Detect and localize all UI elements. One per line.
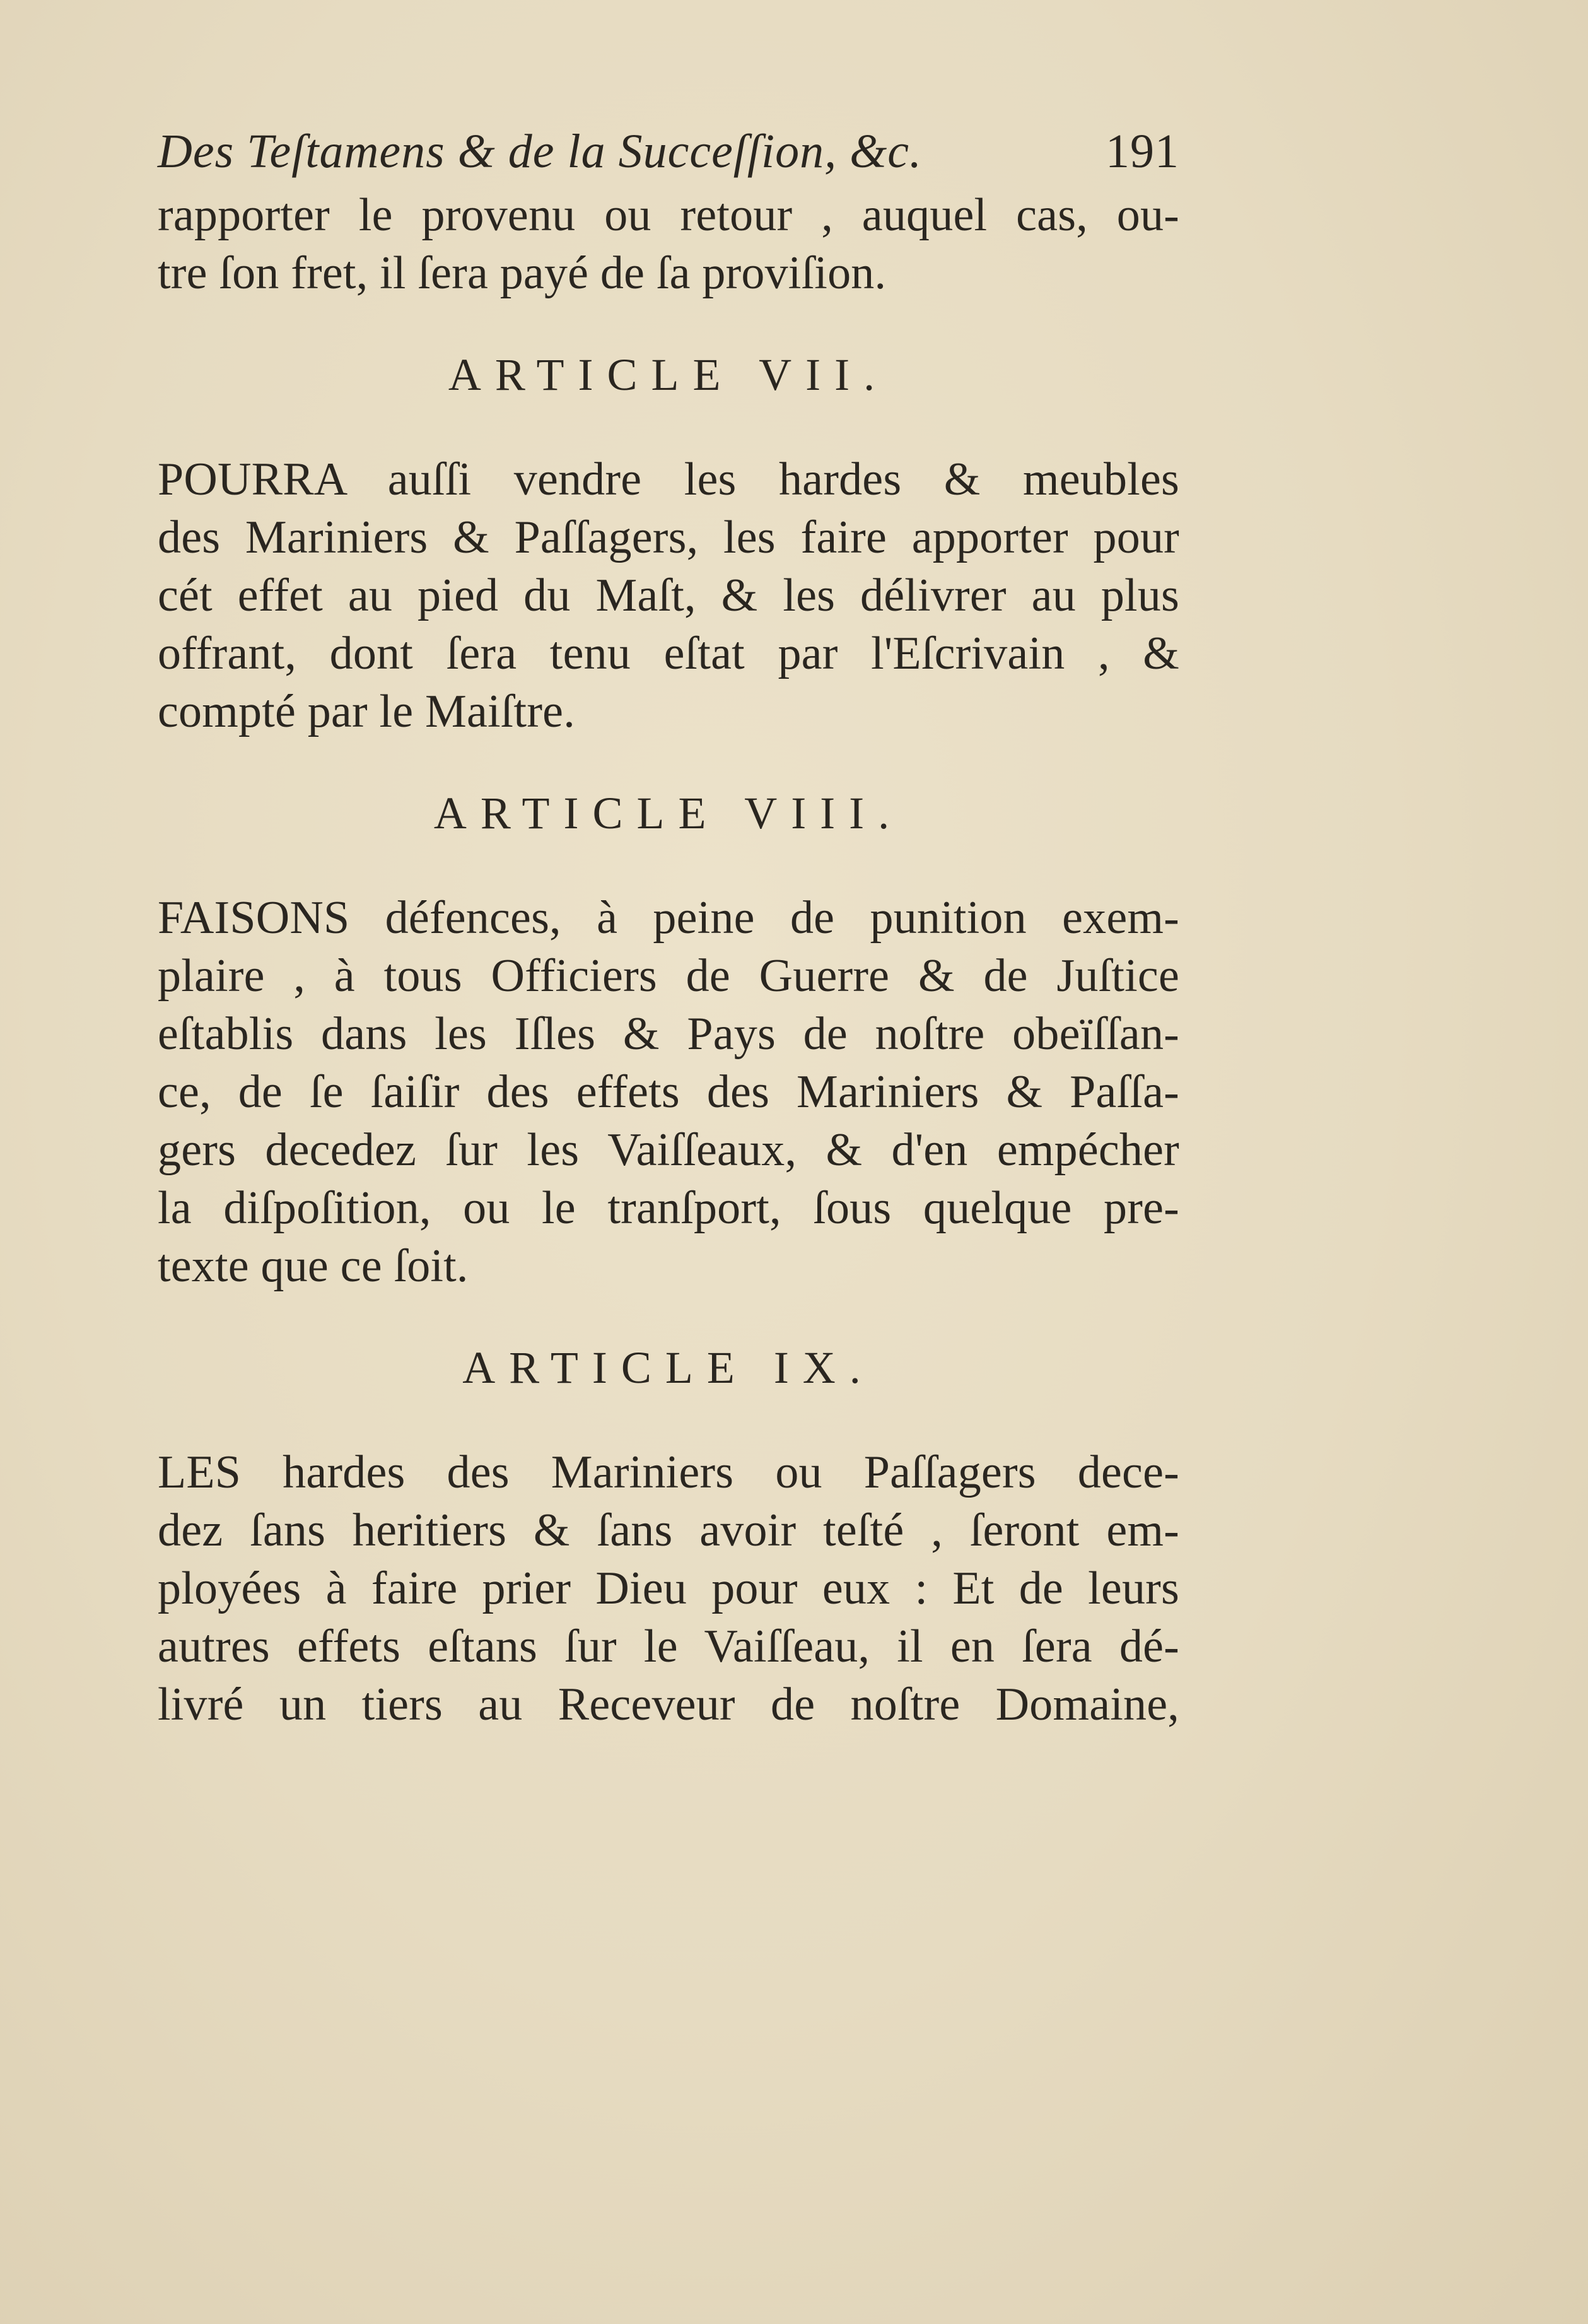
running-head: [158, 117, 1179, 186]
article-viii-paragraph: [158, 889, 1179, 1295]
text-line: ployées à faire prier Dieu pour eux : Et de leurs: [158, 1563, 1179, 1614]
text-line: FAISONS défences, à peine de punition exem-: [158, 892, 1179, 944]
text-line: la diſpoſition, ou le tranſport, ſous quelque pre-: [158, 1182, 1179, 1234]
continuation-paragraph: [158, 186, 1179, 302]
article-heading-vii: ARTICLE VII.: [448, 349, 889, 400]
text-line: eſtablis dans les Iſles & Pays de noſtre obeïſſan-: [158, 1008, 1179, 1060]
article-vii-paragraph: [158, 450, 1179, 741]
text-line: tre ſon fret, il ſera payé de ſa proviſion.: [158, 247, 887, 299]
text-line: dez ſans heritiers & ſans avoir teſté , ſeront em-: [158, 1505, 1179, 1556]
text-line: texte que ce ſoit.: [158, 1240, 469, 1292]
text-line: POURRA auſſi vendre les hardes & meubles: [158, 454, 1179, 505]
article-ix-paragraph: [158, 1443, 1179, 1734]
text-line: plaire , à tous Officiers de Guerre & de Juſtice: [158, 950, 1179, 1002]
article-heading-ix: ARTICLE IX.: [462, 1342, 875, 1393]
text-line: ce, de ſe ſaiſir des effets des Mariniers & Paſſa-: [158, 1066, 1179, 1118]
text-line: LES hardes des Mariniers ou Paſſagers dece-: [158, 1447, 1179, 1498]
page-number: 191: [1106, 125, 1179, 178]
text-line: gers decedez ſur les Vaiſſeaux, & d'en empécher: [158, 1124, 1179, 1176]
text-line: offrant, dont ſera tenu eſtat par l'Eſcrivain , &: [158, 628, 1179, 679]
text-line: des Mariniers & Paſſagers, les faire apporter pour: [158, 512, 1179, 563]
text-line: compté par le Maiſtre.: [158, 686, 575, 737]
text-line: autres effets eſtans ſur le Vaiſſeau, il en ſera dé-: [158, 1621, 1179, 1672]
article-heading-viii: ARTICLE VIII.: [433, 788, 904, 838]
text-line: livré un tiers au Receveur de noſtre Domaine,: [158, 1679, 1179, 1730]
text-line: cét effet au pied du Maſt, & les délivrer au plus: [158, 570, 1179, 621]
text-block: [158, 117, 1179, 1734]
running-head-title: Des Teſtamens & de la Succeſſion, &c.: [158, 125, 922, 178]
text-line: rapporter le provenu ou retour , auquel cas, ou-: [158, 189, 1179, 241]
